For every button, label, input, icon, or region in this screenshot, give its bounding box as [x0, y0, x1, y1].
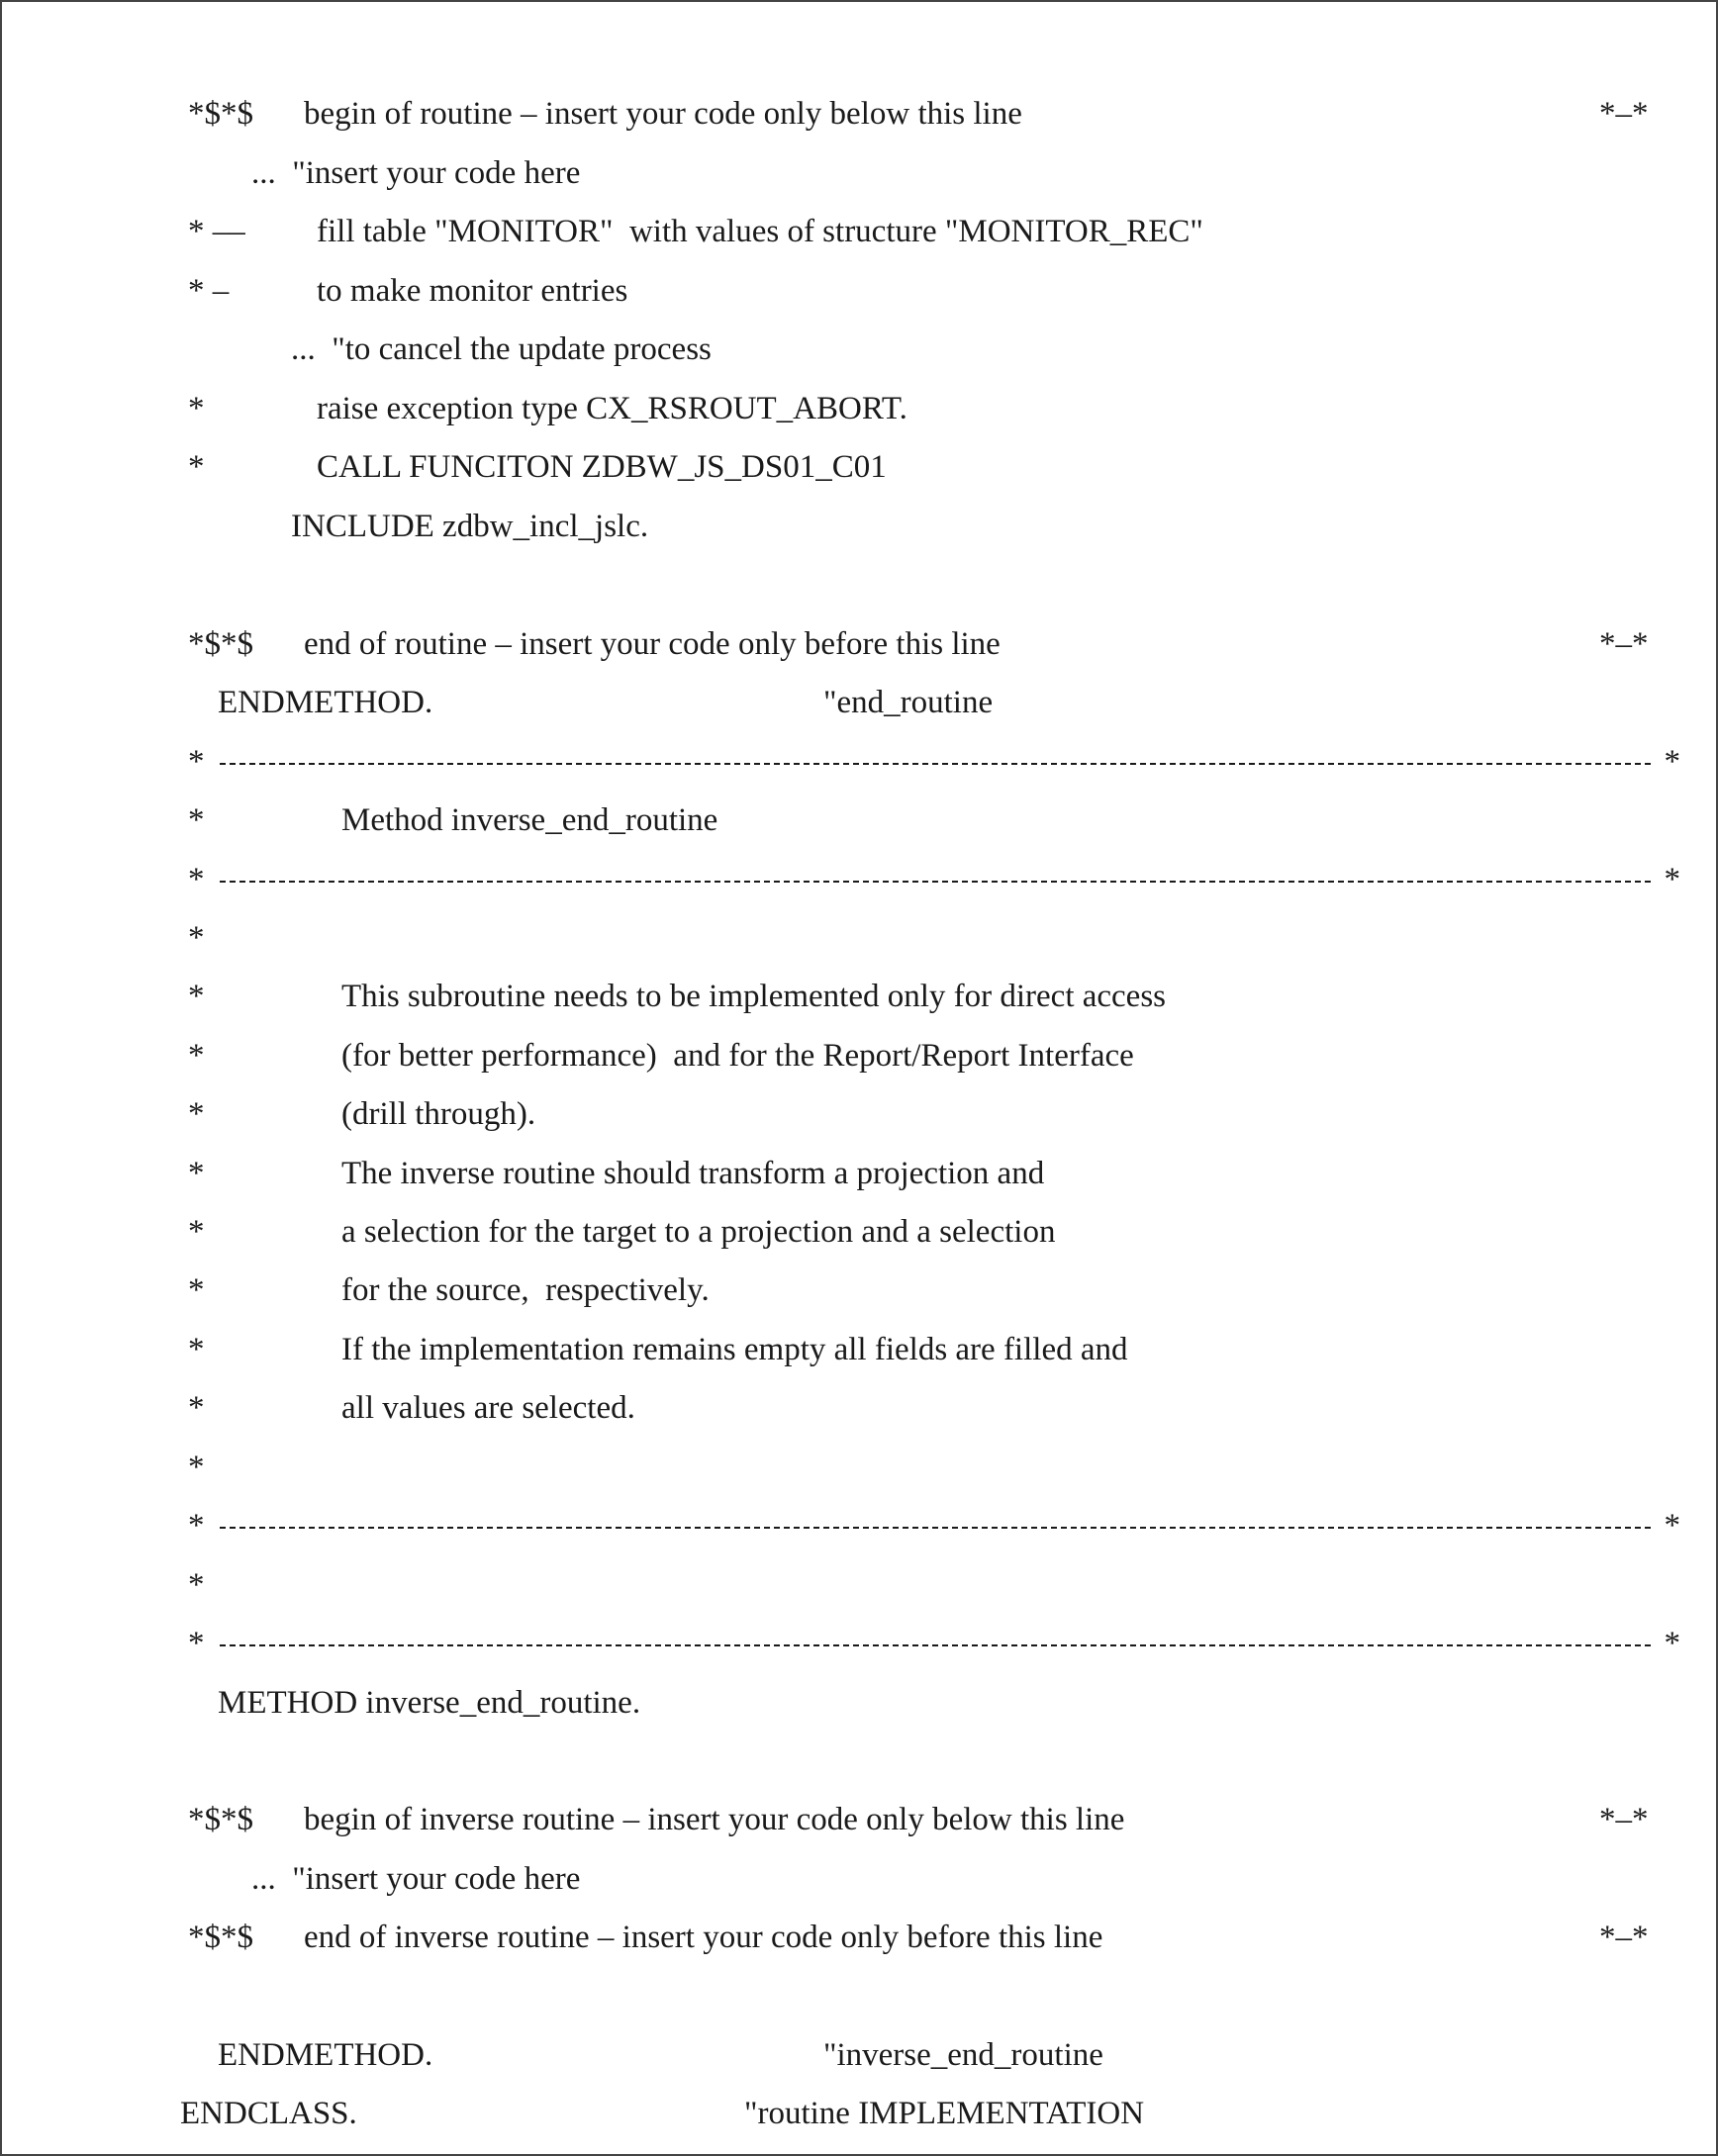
comment-marker: *: [188, 1450, 205, 1485]
separator-rule: [188, 1624, 1680, 1663]
separator-rule: [188, 860, 1680, 899]
comment-marker: *: [188, 449, 205, 485]
code-line-endclass: [2, 2094, 1145, 2156]
code-keyword: ENDMETHOD.: [218, 2037, 433, 2073]
comment-marker: * –: [188, 273, 230, 309]
comment-marker: *: [188, 1096, 205, 1132]
code-keyword: ENDMETHOD.: [218, 685, 433, 720]
comment-marker: *: [188, 1038, 205, 1074]
comment-end-marker: *–*: [1599, 96, 1649, 132]
comment-marker: *: [188, 1214, 205, 1250]
rule-dashes: [220, 763, 1651, 765]
comment-marker: *: [188, 391, 205, 426]
rule-star-right: *: [1664, 1626, 1680, 1661]
rule-star-left: *: [188, 744, 205, 780]
code-line-blank-comment: [2, 1448, 205, 1566]
comment-text: fill table "MONITOR" with values of structure "MONITOR_REC": [317, 214, 1203, 249]
comment-text: begin of routine – insert your code only below this line: [304, 96, 1022, 132]
separator-rule: [188, 1506, 1680, 1546]
code-line-blank-comment: [2, 1565, 205, 1684]
comment-marker: *$*$: [188, 1920, 253, 1955]
comment-marker: *: [188, 1272, 205, 1308]
comment-marker: *: [188, 1567, 205, 1603]
rule-dashes: [220, 1644, 1651, 1646]
code-comment: "end_routine: [823, 685, 994, 720]
comment-text: (drill through).: [341, 1096, 536, 1132]
code-text: ... "insert your code here: [251, 155, 581, 191]
comment-text: The inverse routine should transform a projection and: [341, 1156, 1045, 1191]
comment-text: end of inverse routine – insert your code only before this line: [304, 1920, 1103, 1955]
comment-marker: *$*$: [188, 96, 253, 132]
comment-text: If the implementation remains empty all fields are filled and: [341, 1332, 1128, 1367]
rule-dashes: [220, 1527, 1651, 1529]
code-text: ... "to cancel the update process: [291, 331, 712, 367]
comment-text: all values are selected.: [341, 1390, 635, 1426]
comment-marker: *: [188, 979, 205, 1014]
comment-marker: *$*$: [188, 626, 253, 662]
comment-text: Method inverse_end_routine: [341, 802, 718, 838]
comment-text: to make monitor entries: [317, 273, 628, 309]
comment-text: for the source, respectively.: [341, 1272, 710, 1308]
comment-marker: *: [188, 920, 205, 956]
code-text: INCLUDE zdbw_incl_jslc.: [291, 509, 649, 544]
rule-star-right: *: [1664, 1508, 1680, 1544]
separator-rule: [188, 742, 1680, 782]
comment-marker: * ––: [188, 214, 245, 249]
comment-end-marker: *–*: [1599, 626, 1649, 662]
code-comment: "inverse_end_routine: [823, 2037, 1103, 2073]
code-line-method-inverse: [2, 1683, 641, 1802]
comment-text: raise exception type CX_RSROUT_ABORT.: [317, 391, 907, 426]
comment-text: CALL FUNCITON ZDBW_JS_DS01_C01: [317, 449, 887, 485]
code-keyword: ENDCLASS.: [180, 2096, 357, 2131]
code-text: ... "insert your code here: [251, 1861, 581, 1897]
comment-marker: *: [188, 1332, 205, 1367]
comment-marker: *: [188, 1390, 205, 1426]
rule-star-right: *: [1664, 862, 1680, 897]
comment-text: end of routine – insert your code only before this line: [304, 626, 1001, 662]
comment-text: This subroutine needs to be implemented only for direct access: [341, 979, 1167, 1014]
code-line-include: [2, 507, 649, 625]
comment-text: begin of inverse routine – insert your code only below this line: [304, 1802, 1125, 1837]
rule-star-left: *: [188, 862, 205, 897]
comment-end-marker: *–*: [1599, 1802, 1649, 1837]
code-keyword: METHOD inverse_end_routine.: [218, 1685, 641, 1721]
rule-star-left: *: [188, 1508, 205, 1544]
comment-marker: *$*$: [188, 1802, 253, 1837]
comment-text: (for better performance) and for the Report/Report Interface: [341, 1038, 1134, 1074]
code-comment: "routine IMPLEMENTATION: [744, 2096, 1145, 2131]
comment-marker: *: [188, 802, 205, 838]
comment-text: a selection for the target to a projection and a selection: [341, 1214, 1056, 1250]
comment-end-marker: *–*: [1599, 1920, 1649, 1955]
rule-star-right: *: [1664, 744, 1680, 780]
rule-star-left: *: [188, 1626, 205, 1661]
comment-marker: *: [188, 1156, 205, 1191]
rule-dashes: [220, 881, 1651, 883]
